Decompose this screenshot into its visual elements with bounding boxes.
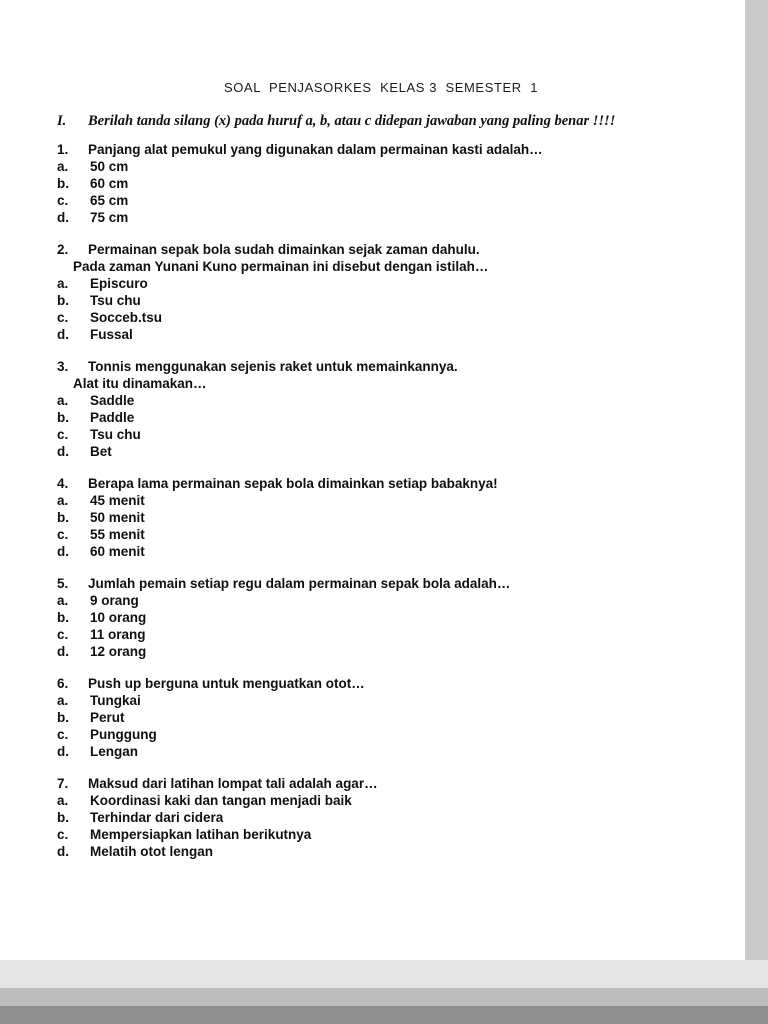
question-text: Jumlah pemain setiap regu dalam permainan sepak bola adalah… (88, 576, 511, 591)
option-row (57, 709, 705, 726)
option-text: 60 cm (90, 176, 129, 191)
question-number: 4. (57, 476, 69, 491)
question-block (57, 358, 705, 460)
option-row (57, 275, 705, 292)
question-number: 6. (57, 676, 69, 691)
option-text: 65 cm (90, 193, 129, 208)
option-row (57, 443, 705, 460)
question-line (57, 775, 705, 792)
option-letter: a. (57, 793, 69, 808)
question-text: Panjang alat pemukul yang digunakan dalam permainan kasti adalah… (88, 142, 543, 157)
option-row (57, 809, 705, 826)
option-letter: d. (57, 644, 69, 659)
option-letter: a. (57, 593, 69, 608)
option-text: Punggung (90, 727, 157, 742)
option-text: 55 menit (90, 527, 145, 542)
question-block (57, 675, 705, 760)
option-row (57, 192, 705, 209)
option-row (57, 643, 705, 660)
page-edge-bottom-mid (0, 988, 768, 1006)
option-letter: d. (57, 327, 69, 342)
option-letter: a. (57, 693, 69, 708)
option-text: Terhindar dari cidera (90, 810, 224, 825)
question-text: Pada zaman Yunani Kuno permainan ini disebut dengan istilah… (73, 259, 489, 274)
page-edge-bottom-light (0, 960, 768, 988)
section-numeral: I. (57, 113, 67, 129)
option-text: Tungkai (90, 693, 141, 708)
question-block (57, 575, 705, 660)
option-text: Koordinasi kaki dan tangan menjadi baik (90, 793, 352, 808)
question-text: Alat itu dinamakan… (73, 376, 207, 391)
option-text: Melatih otot lengan (90, 844, 213, 859)
section-instruction: Berilah tanda silang (x) pada huruf a, b, atau c didepan jawaban yang paling benar !!!! (88, 113, 616, 129)
question-number: 2. (57, 242, 69, 257)
option-text: 11 orang (90, 627, 146, 642)
option-text: 50 menit (90, 510, 145, 525)
option-text: Mempersiapkan latihan berikutnya (90, 827, 312, 842)
question-block (57, 475, 705, 560)
option-row (57, 826, 705, 843)
option-text: Episcuro (90, 276, 148, 291)
option-row (57, 158, 705, 175)
question-line (57, 475, 705, 492)
question-text: Push up berguna untuk menguatkan otot… (88, 676, 365, 691)
option-text: 50 cm (90, 159, 129, 174)
question-line (57, 375, 705, 392)
question-number: 3. (57, 359, 69, 374)
option-text: 9 orang (90, 593, 139, 608)
option-row (57, 843, 705, 860)
option-letter: d. (57, 744, 69, 759)
option-text: 60 menit (90, 544, 145, 559)
option-letter: c. (57, 627, 69, 642)
question-line (57, 241, 705, 258)
option-letter: b. (57, 810, 69, 825)
option-letter: d. (57, 844, 69, 859)
option-row (57, 175, 705, 192)
option-letter: c. (57, 427, 69, 442)
option-row (57, 543, 705, 560)
option-row (57, 492, 705, 509)
questions-list (57, 141, 705, 860)
option-row (57, 292, 705, 309)
option-letter: a. (57, 276, 69, 291)
section-heading (57, 112, 705, 130)
option-letter: b. (57, 610, 69, 625)
option-letter: b. (57, 176, 69, 191)
option-text: Paddle (90, 410, 135, 425)
option-row (57, 209, 705, 226)
question-text: Tonnis menggunakan sejenis raket untuk memainkannya. (88, 359, 458, 374)
option-letter: b. (57, 293, 69, 308)
page-edge-bottom-dark (0, 1006, 768, 1024)
option-row (57, 526, 705, 543)
option-letter: d. (57, 544, 69, 559)
question-line (57, 575, 705, 592)
option-text: Socceb.tsu (90, 310, 163, 325)
option-text: 10 orang (90, 610, 147, 625)
option-letter: d. (57, 210, 69, 225)
question-line (57, 358, 705, 375)
question-number: 7. (57, 776, 69, 791)
option-text: 12 orang (90, 644, 147, 659)
option-letter: b. (57, 710, 69, 725)
option-letter: a. (57, 159, 69, 174)
option-text: Perut (90, 710, 125, 725)
question-line (57, 675, 705, 692)
question-text: Maksud dari latihan lompat tali adalah agar… (88, 776, 378, 791)
option-letter: d. (57, 444, 69, 459)
question-text: Permainan sepak bola sudah dimainkan sejak zaman dahulu. (88, 242, 480, 257)
question-text: Berapa lama permainan sepak bola dimainkan setiap babaknya! (88, 476, 498, 491)
option-text: Lengan (90, 744, 139, 759)
question-line (57, 141, 705, 158)
option-row (57, 792, 705, 809)
option-letter: c. (57, 727, 69, 742)
question-line (57, 258, 705, 275)
option-row (57, 426, 705, 443)
option-text: Saddle (90, 393, 135, 408)
option-row (57, 392, 705, 409)
option-row (57, 509, 705, 526)
option-letter: a. (57, 393, 69, 408)
question-block (57, 241, 705, 343)
option-row (57, 626, 705, 643)
option-row (57, 592, 705, 609)
option-row (57, 326, 705, 343)
option-letter: b. (57, 510, 69, 525)
option-letter: c. (57, 527, 69, 542)
option-row (57, 726, 705, 743)
option-letter: c. (57, 827, 69, 842)
option-row (57, 609, 705, 626)
option-text: 45 menit (90, 493, 145, 508)
page-edge-right (745, 0, 768, 962)
question-number: 1. (57, 142, 69, 157)
option-letter: b. (57, 410, 69, 425)
document-title: SOAL PENJASORKES KELAS 3 SEMESTER 1 (223, 80, 539, 95)
option-row (57, 309, 705, 326)
option-letter: c. (57, 310, 69, 325)
option-row (57, 743, 705, 760)
option-text: Tsu chu (90, 427, 141, 442)
option-letter: a. (57, 493, 69, 508)
option-text: Tsu chu (90, 293, 141, 308)
question-block (57, 775, 705, 860)
option-text: Bet (90, 444, 112, 459)
question-block (57, 141, 705, 226)
option-letter: c. (57, 193, 69, 208)
option-row (57, 692, 705, 709)
question-number: 5. (57, 576, 69, 591)
option-row (57, 409, 705, 426)
option-text: 75 cm (90, 210, 129, 225)
option-text: Fussal (90, 327, 133, 342)
